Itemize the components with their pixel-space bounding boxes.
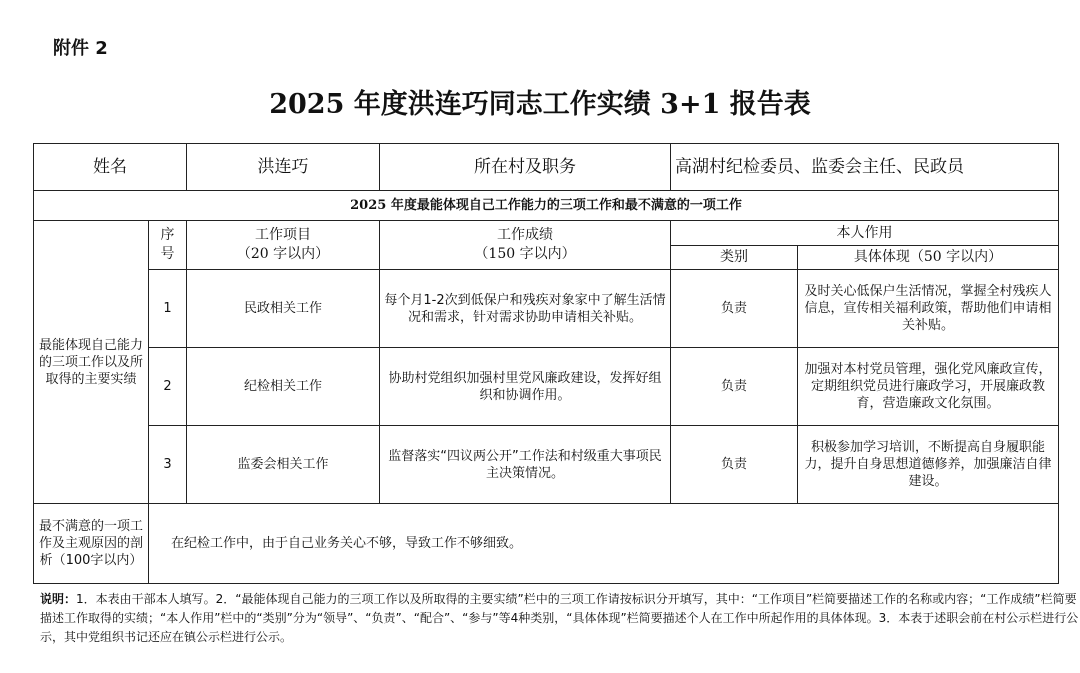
row-project: 监委会相关工作 [187, 426, 380, 504]
col-detail-header: 具体体现（50 字以内） [798, 246, 1059, 270]
top-row-label: 最能体现自己能力的三项工作以及所取得的主要实绩 [34, 221, 149, 504]
col-category-header: 类别 [671, 246, 798, 270]
row-project: 纪检相关工作 [187, 348, 380, 426]
row-project: 民政相关工作 [187, 270, 380, 348]
table-row [34, 348, 1059, 426]
section-header-row [34, 191, 1059, 221]
bottom-row [34, 504, 1059, 584]
row-detail: 积极参加学习培训，不断提高自身履职能力，提升自身思想道德修养，加强廉洁自律建设。 [798, 426, 1059, 504]
page-title: 2025 年度洪连巧同志工作实绩 3+1 报告表 [269, 89, 811, 120]
attachment-label: 附件 2 [53, 38, 108, 59]
name-value: 洪连巧 [187, 144, 380, 191]
col-seq-header: 序 号 [149, 221, 187, 270]
notes [40, 590, 1080, 647]
bottom-row-text: 在纪检工作中，由于自己业务关心不够，导致工作不够细致。 [149, 504, 1059, 584]
row-result: 监督落实“四议两公开”工作法和村级重大事项民主决策情况。 [380, 426, 671, 504]
name-label: 姓名 [34, 144, 187, 191]
row-category: 负责 [671, 348, 798, 426]
row-detail: 加强对本村党员管理，强化党风廉政宣传，定期组织党员进行廉政学习，开展廉政教育，营造廉政文化氛围。 [798, 348, 1059, 426]
info-row [34, 144, 1059, 191]
notes-text: 1．本表由干部本人填写。2．“最能体现自己能力的三项工作以及所取得的主要实绩”栏中的三项工作请按标识分开填写，其中：“工作项目”栏简要描述工作的名称或内容；“工作成绩”栏简要描述工作取得的实绩；“本人作用”栏中的“类别”分为“领导”、“负责”、“配合”、“参与”等4种类别，“具体体现”栏简要描述个人在工作中所起作用的具体体现。3．本表于述职会前在村公示栏进行公示，其中党组织书记还应在镇公示栏进行公示。 [40, 592, 1079, 644]
row-seq: 2 [149, 348, 187, 426]
notes-label: 说明： [40, 592, 77, 606]
col-result-header: 工作成绩 （150 字以内） [380, 221, 671, 270]
row-category: 负责 [671, 426, 798, 504]
section-header: 2025 年度最能体现自己工作能力的三项工作和最不满意的一项工作 [34, 191, 1059, 221]
row-result: 协助村党组织加强村里党风廉政建设，发挥好组织和协调作用。 [380, 348, 671, 426]
table-row [34, 270, 1059, 348]
row-seq: 1 [149, 270, 187, 348]
row-category: 负责 [671, 270, 798, 348]
report-table [33, 143, 1059, 584]
position-value: 高湖村纪检委员、监委会主任、民政员 [671, 144, 1059, 191]
table-row [34, 426, 1059, 504]
column-header-row [34, 221, 1059, 246]
position-label: 所在村及职务 [380, 144, 671, 191]
col-project-header: 工作项目 （20 字以内） [187, 221, 380, 270]
row-result: 每个月1-2次到低保户和残疾对象家中了解生活情况和需求，针对需求协助申请相关补贴。 [380, 270, 671, 348]
col-role-header: 本人作用 [671, 221, 1059, 246]
row-detail: 及时关心低保户生活情况，掌握全村残疾人信息，宣传相关福利政策，帮助他们申请相关补贴。 [798, 270, 1059, 348]
bottom-row-label: 最不满意的一项工作及主观原因的剖析（100字以内） [34, 504, 149, 584]
row-seq: 3 [149, 426, 187, 504]
